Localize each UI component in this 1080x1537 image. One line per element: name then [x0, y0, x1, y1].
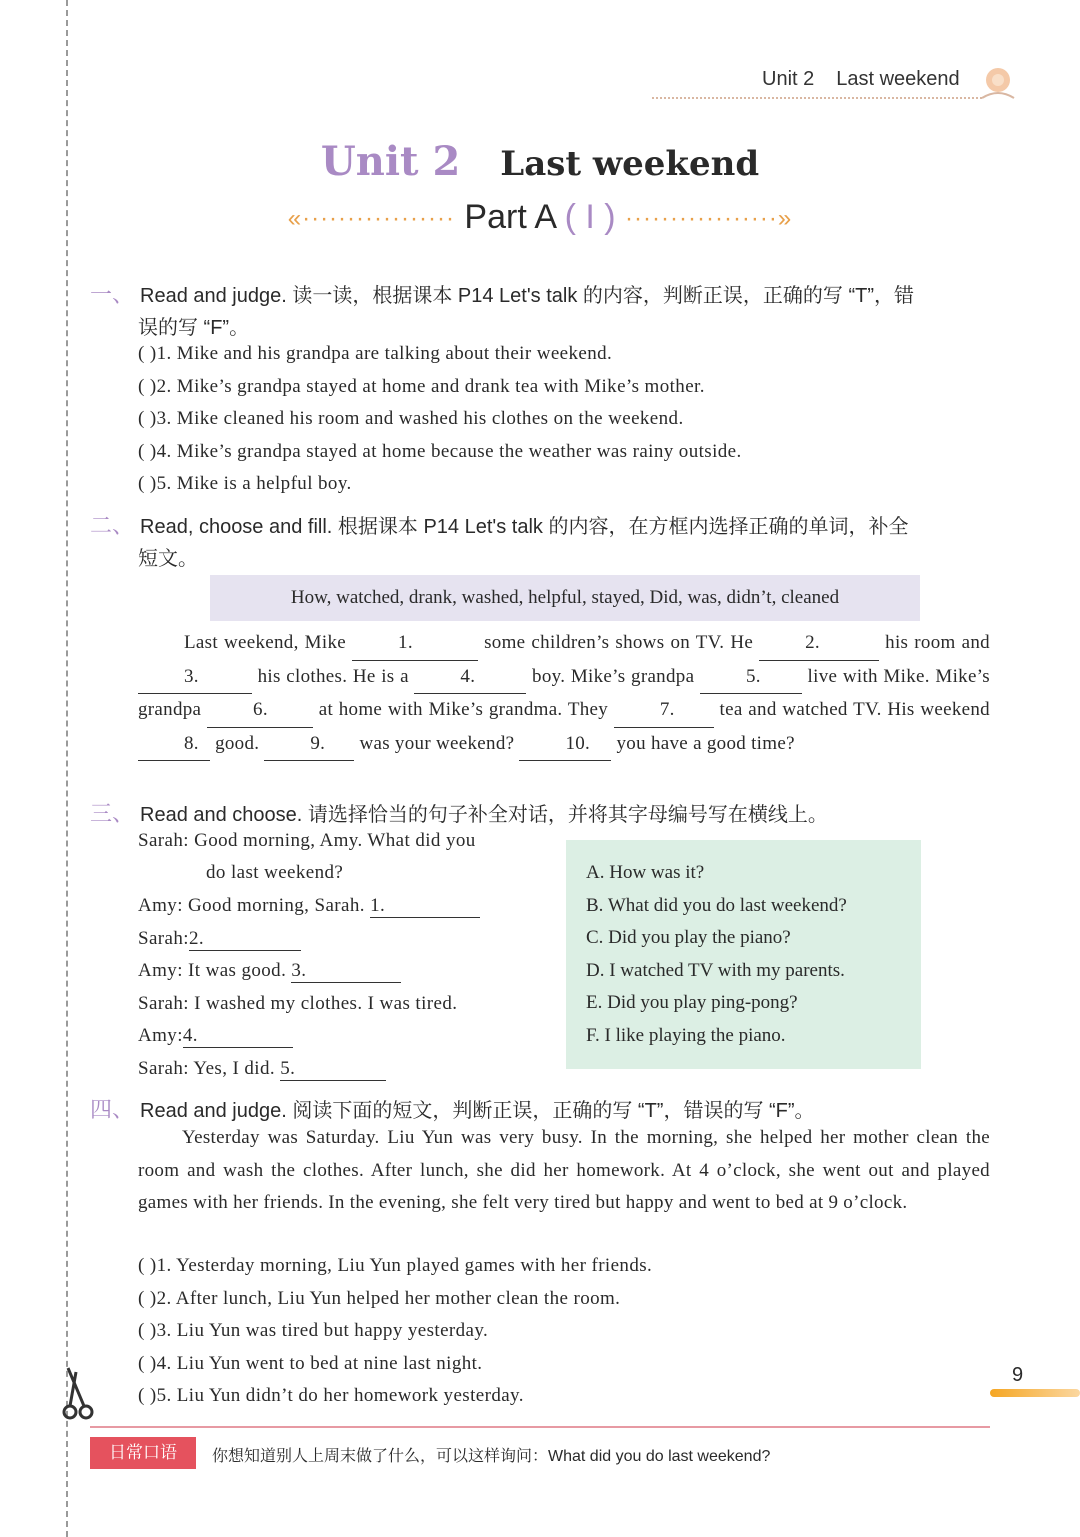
dialog-line: Amy: It was good. 3.	[138, 960, 401, 983]
reading-passage: Yesterday was Saturday. Liu Yun was very busy. In the morning, she helped her mother clean the room and wash the clothes. After lunch, she did her homework. At 4 o’clock, she went out and played games with her friends. In the evening, she felt very tired but happy and went to bed at 9 o’clock.	[138, 1127, 990, 1213]
s4-item: ( )1. Yesterday morning, Liu Yun played games with her friends.	[138, 1255, 653, 1276]
title-name: Last weekend	[500, 144, 760, 184]
section-3-instruction	[90, 797, 828, 828]
dialog-line: Sarah: Good morning, Amy. What did you	[138, 830, 476, 851]
left-arrow-icon: «·················	[287, 205, 455, 233]
option-d: D. I watched TV with my parents.	[586, 960, 845, 981]
right-arrow-icon: ·················»	[625, 205, 793, 233]
section-1-instruction	[90, 278, 914, 309]
s4-item: ( )5. Liu Yun didn’t do her homework yesterday.	[138, 1385, 524, 1406]
dialog-blank-2[interactable]: 2.	[189, 928, 301, 951]
scissors-icon	[56, 1366, 104, 1426]
word-box: How, watched, drank, washed, helpful, stayed, Did, was, didn’t, cleaned	[210, 575, 920, 621]
part-heading	[0, 198, 1080, 237]
page-number: 9	[1012, 1364, 1024, 1386]
flower-decoration-icon	[976, 60, 1020, 104]
s1-item: ( )2. Mike’s grandpa stayed at home and drank tea with Mike’s mother.	[138, 376, 705, 397]
section-4-instruction	[90, 1093, 815, 1124]
option-b: B. What did you do last weekend?	[586, 895, 847, 916]
blank-8[interactable]: 8.	[138, 728, 210, 762]
footer-badge: 日常口语	[90, 1437, 196, 1469]
dialog-blank-3[interactable]: 3.	[291, 960, 401, 983]
section-1-instr-line2: 误的写 “F”。	[138, 317, 250, 339]
part-label: Part A	[464, 198, 556, 236]
dialog-line: Sarah: I washed my clothes. I was tired.	[138, 993, 458, 1014]
blank-3[interactable]: 3.	[138, 661, 252, 695]
blank-7[interactable]: 7.	[614, 694, 714, 728]
option-f: F. I like playing the piano.	[586, 1025, 786, 1046]
dialog-blank-1[interactable]: 1.	[370, 895, 480, 918]
s1-item: ( )1. Mike and his grandpa are talking about their weekend.	[138, 343, 613, 364]
blank-1[interactable]: 1.	[352, 627, 478, 661]
title-unit: Unit 2	[320, 138, 461, 185]
section-4-number: 四、	[90, 1097, 135, 1122]
page-number-bar	[990, 1389, 1080, 1397]
option-c: C. Did you play the piano?	[586, 927, 791, 948]
header-title: Last weekend	[836, 68, 960, 90]
blank-4[interactable]: 4.	[414, 661, 526, 695]
footer-divider	[90, 1426, 990, 1428]
s1-item: ( )4. Mike’s grandpa stayed at home because the weather was rainy outside.	[138, 441, 742, 462]
header-divider	[652, 97, 982, 99]
s4-item: ( )3. Liu Yun was tired but happy yesterday.	[138, 1320, 489, 1341]
section-3-number: 三、	[90, 801, 135, 826]
header-unit: Unit 2	[762, 68, 815, 90]
dialog-line: Sarah: Yes, I did. 5.	[138, 1058, 386, 1081]
page-title	[0, 138, 1080, 185]
dialog-blank-4[interactable]: 4.	[183, 1025, 293, 1048]
s4-item: ( )2. After lunch, Liu Yun helped her mother clean the room.	[138, 1288, 621, 1309]
dialog-line: Amy: Good morning, Sarah. 1.	[138, 895, 480, 918]
blank-2[interactable]: 2.	[759, 627, 879, 661]
blank-6[interactable]: 6.	[207, 694, 313, 728]
options-box	[566, 840, 921, 1069]
section-1-instr-line1: Read and judge. 读一读，根据课本 P14 Let's talk 的内容，判断正误，正确的写 “T”，错	[140, 285, 915, 307]
option-e: E. Did you play ping-pong?	[586, 992, 798, 1013]
section-1-number: 一、	[90, 282, 135, 307]
blank-5[interactable]: 5.	[700, 661, 802, 695]
section-2-instruction	[90, 509, 908, 540]
s1-item: ( )5. Mike is a helpful boy.	[138, 473, 352, 494]
blank-9[interactable]: 9.	[264, 728, 354, 762]
footer-tip: 你想知道别人上周末做了什么，可以这样询问：What did you do last weekend?	[212, 1448, 771, 1465]
dialog-blank-5[interactable]: 5.	[280, 1058, 386, 1081]
option-a: A. How was it?	[586, 862, 705, 883]
section-3-instr: Read and choose. 请选择恰当的句子补全对话，并将其字母编号写在横线上。	[140, 804, 828, 826]
blank-10[interactable]: 10.	[519, 728, 611, 762]
fill-passage: Last weekend, Mike 1. some children’s shows on TV. He 2. his room and 3. his clothes. He is a 4. boy. Mike’s grandpa 5. live with Mike. Mike’s grandpa 6. at home with Mike’s grandma. They 7. tea and watched TV. His weekend 8. good. 9. was your weekend? 10. you have a good time?	[138, 627, 990, 761]
running-header	[762, 68, 960, 91]
s1-item: ( )3. Mike cleaned his room and washed his clothes on the weekend.	[138, 408, 684, 429]
part-number: ( I )	[564, 198, 616, 236]
section-2-instr-line1: Read, choose and fill. 根据课本 P14 Let's talk 的内容，在方框内选择正确的单词，补全	[140, 516, 909, 538]
section-2-number: 二、	[90, 513, 135, 538]
dialog-line: Sarah:2.	[138, 928, 301, 951]
s4-item: ( )4. Liu Yun went to bed at nine last night.	[138, 1353, 483, 1374]
dialog-line: Amy:4.	[138, 1025, 293, 1048]
section-2-instr-line2: 短文。	[138, 548, 198, 570]
dialog-line: do last weekend?	[206, 862, 344, 883]
section-4-instr: Read and judge. 阅读下面的短文，判断正误，正确的写 “T”，错误的写 “F”。	[140, 1100, 815, 1122]
